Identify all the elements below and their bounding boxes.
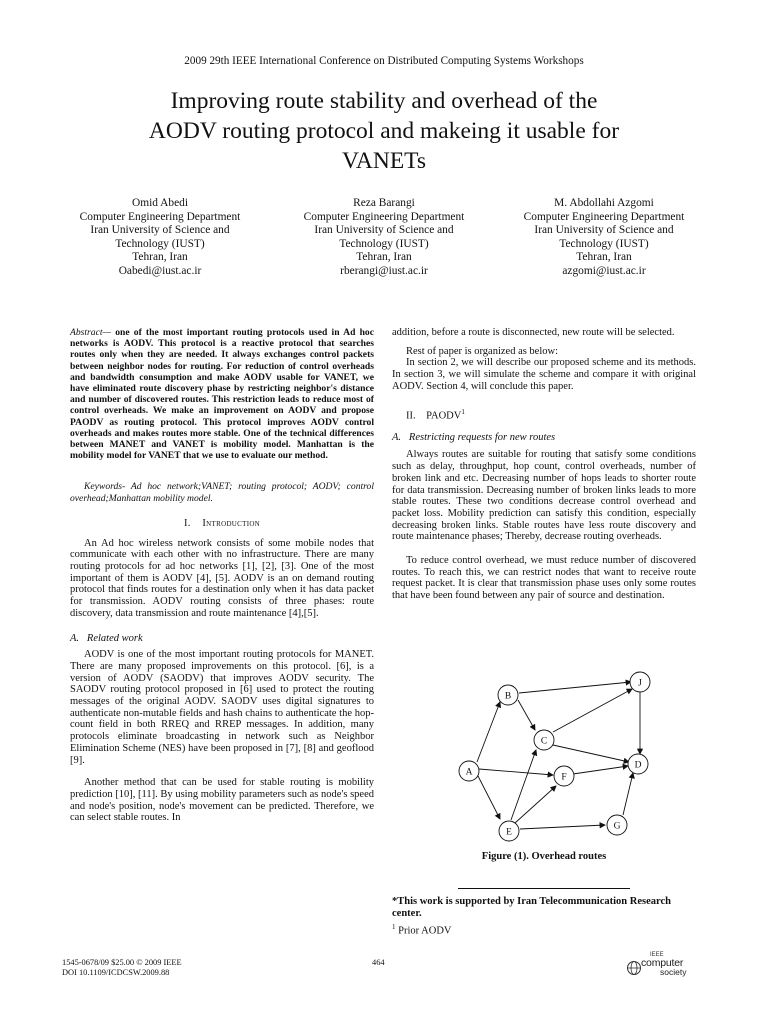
node-label-e: E <box>506 827 512 838</box>
subsection-label: A. <box>392 431 402 443</box>
section-title: Introduction <box>202 517 261 529</box>
edge-b-c <box>518 700 535 730</box>
prior-aodv-footnote <box>392 921 696 938</box>
author-name: Reza Barangi <box>353 197 415 209</box>
globe-icon <box>626 960 642 976</box>
footer-copyright <box>62 958 182 978</box>
figure-caption: Figure (1). Overhead routes <box>481 851 607 862</box>
section-title: PAODV <box>426 410 462 422</box>
mobility-prediction-paragraph: Another method that can be used for stable routing is mobility prediction [10], [11]. By using mobility parameters such as node's speed and node's position, node's movement can be predicted. Therefore, we can select stable routes. In <box>70 777 374 824</box>
right-column <box>392 327 696 602</box>
overhead-paragraph: To reduce control overhead, we must reduce number of discovered routes. To reach this, we can restrict nodes that want to receive route request packet. It is clear that transmission phase uses only some routes that have been found between any pair of source and destination. <box>392 555 696 602</box>
left-column <box>70 327 374 824</box>
edge-c-d <box>553 745 629 762</box>
edge-g-d <box>623 773 633 815</box>
section-footnote-mark: 1 <box>461 407 465 416</box>
footnote-text: Prior AODV <box>395 925 452 937</box>
author-dept: Computer Engineering Department <box>79 210 241 223</box>
routes-paragraph: Always routes are suitable for routing that satisfy some conditions such as delay, throughput, hop count, control overheads, number of broken link and etc. Decreasing number of hops leads to shorter route for data transmission. Decreasing number of broken links leads to more stable routes. These two conditions decrease control overhead and packet loss. Mobility prediction can satisfy this condition, especially decreasing broken links. Stable routes have less route discovery and route maintenance phases; Thereby, decrease routing overheads. <box>392 449 696 543</box>
abstract-text: one of the most important routing protocols used in Ad hoc networks is AODV. This protocol is a reactive protocol that searches routes only when they are needed. It always exchanges control packets between neighbor nodes for routing. For reduction of control overheads and bandwidth consumption and make AODV usable for VANET, we have eliminated route discovery phase by restricting neighbor's distance and number of discovered routes. This restriction leads to reduce most of control overheads. We make an improvement on AODV and propose PAODV as routing protocol. This protocol improves AODV control overheads and makes routes more stable. One of the technical differences between MANET and VANET is mobility model. Manhattan is the mobility model for VANET that we use to evaluate our method. <box>70 327 374 462</box>
node-label-f: F <box>561 772 567 783</box>
subsection-title: Related work <box>86 633 143 645</box>
subsection-heading-related-work <box>70 633 374 645</box>
support-footnote: *This work is supported by Iran Telecommunication Research center. <box>392 896 671 919</box>
author-city: Tehran, Iran <box>356 251 412 264</box>
node-label-g: G <box>613 821 621 832</box>
footer-doi: DOI 10.1109/ICDCSW.2009.88 <box>62 968 170 977</box>
section-heading-introduction <box>70 518 374 530</box>
edge-e-c <box>511 750 536 820</box>
edge-b-j <box>519 682 631 693</box>
section-number: I. <box>183 517 191 529</box>
edge-a-f <box>479 769 553 775</box>
author-dept: Computer Engineering Department <box>523 210 685 223</box>
related-work-paragraph: AODV is one of the most important routing protocols for MANET. There are many proposed improvements on this protocol. [6], is a version of AODV (SAODV) that improves AODV security. The SAODV routing protocol proposed in [6] used to protect the routing messages of the original AODV. SAODV uses digital signatures to authenticate non-mutable fields and hash chains to authenticate the hop-count field in both RREQ and RREP messages. In addition, many protocols eliminate broadcasting in network such as Neighbor Elimination Scheme (NES) have been proposed in [7], [8] and geoflood [9]. <box>70 649 374 766</box>
title-line-2: AODV routing protocol and makeing it usable for <box>148 118 620 144</box>
subsection-label: A. <box>70 633 80 645</box>
footnote-rule <box>458 888 630 889</box>
edge-a-e <box>478 776 500 819</box>
author-univ: Technology (IUST) <box>115 237 205 250</box>
author-univ: Iran University of Science and <box>314 224 454 237</box>
title-line-3: VANETs <box>341 148 427 174</box>
author-block-3 <box>504 197 704 279</box>
author-city: Tehran, Iran <box>132 251 188 264</box>
author-name: Omid Abedi <box>131 197 188 209</box>
conference-header: 2009 29th IEEE International Conference on Distributed Computing Systems Workshops <box>184 55 584 67</box>
edge-f-d <box>573 766 628 774</box>
subsection-heading-restricting <box>392 432 696 444</box>
author-univ: Technology (IUST) <box>339 237 429 250</box>
edge-e-g <box>520 825 605 829</box>
title-line-1: Improving route stability and overhead of the <box>170 88 598 114</box>
paper-title <box>70 86 698 176</box>
paper-organization-paragraph: In section 2, we will describe our proposed scheme and its methods. In section 3, we will simulate the scheme and compare it with original AODV. Section 4, will conclude this paper. <box>392 357 696 392</box>
author-univ: Iran University of Science and <box>534 224 674 237</box>
edge-c-j <box>553 689 632 732</box>
node-label-a: A <box>465 767 473 778</box>
author-block-1 <box>60 197 260 279</box>
footer-issn: 1545-0678/09 $25.00 © 2009 IEEE <box>62 958 182 967</box>
node-label-j: J <box>638 678 642 689</box>
subsection-title: Restricting requests for new routes <box>408 431 556 443</box>
author-univ: Technology (IUST) <box>559 237 649 250</box>
author-dept: Computer Engineering Department <box>303 210 465 223</box>
continued-paragraph: addition, before a route is disconnected, new route will be selected. <box>392 327 675 338</box>
computer-society-logo <box>626 952 706 978</box>
rest-of-paper-line: Rest of paper is organized as below: <box>406 345 559 357</box>
logo-computer: computer <box>641 957 684 969</box>
edge-a-b <box>477 702 500 762</box>
author-email: rberangi@iust.ac.ir <box>340 264 428 277</box>
author-univ: Iran University of Science and <box>90 224 230 237</box>
logo-society: society <box>660 967 687 977</box>
page-number: 464 <box>372 958 385 967</box>
abstract <box>70 327 374 461</box>
author-email: Oabedi@iust.ac.ir <box>118 264 202 277</box>
overhead-routes-figure <box>440 668 680 848</box>
author-city: Tehran, Iran <box>576 251 632 264</box>
section-heading-paodv <box>392 407 696 422</box>
section-number: II. <box>406 410 416 422</box>
abstract-label: Abstract— <box>70 327 112 338</box>
author-block-2 <box>284 197 484 279</box>
node-label-c: C <box>540 736 548 747</box>
author-name: M. Abdollahi Azgomi <box>554 197 654 209</box>
keywords: Keywords- Ad hoc network;VANET; routing protocol; AODV; control overhead;Manhattan mobility model. <box>70 481 374 504</box>
footnote-mark: 1 <box>392 923 396 931</box>
intro-paragraph: An Ad hoc wireless network consists of some mobile nodes that communicate with each other with no infrastructure. There are many routing protocols for ad hoc networks [1], [2], [3]. One of the most important of them is AODV [4], [5]. AODV is an on demand routing protocol that finds routes for a destination only when it has data packet for transmission. AODV routing consists of three phases: route discovery, data transmission and route maintenance [4],[5]. <box>70 537 374 619</box>
author-email: azgomi@iust.ac.ir <box>562 264 646 277</box>
node-label-b: B <box>504 691 512 702</box>
logo-ieee: IEEE <box>650 952 664 958</box>
node-label-d: D <box>634 760 642 771</box>
